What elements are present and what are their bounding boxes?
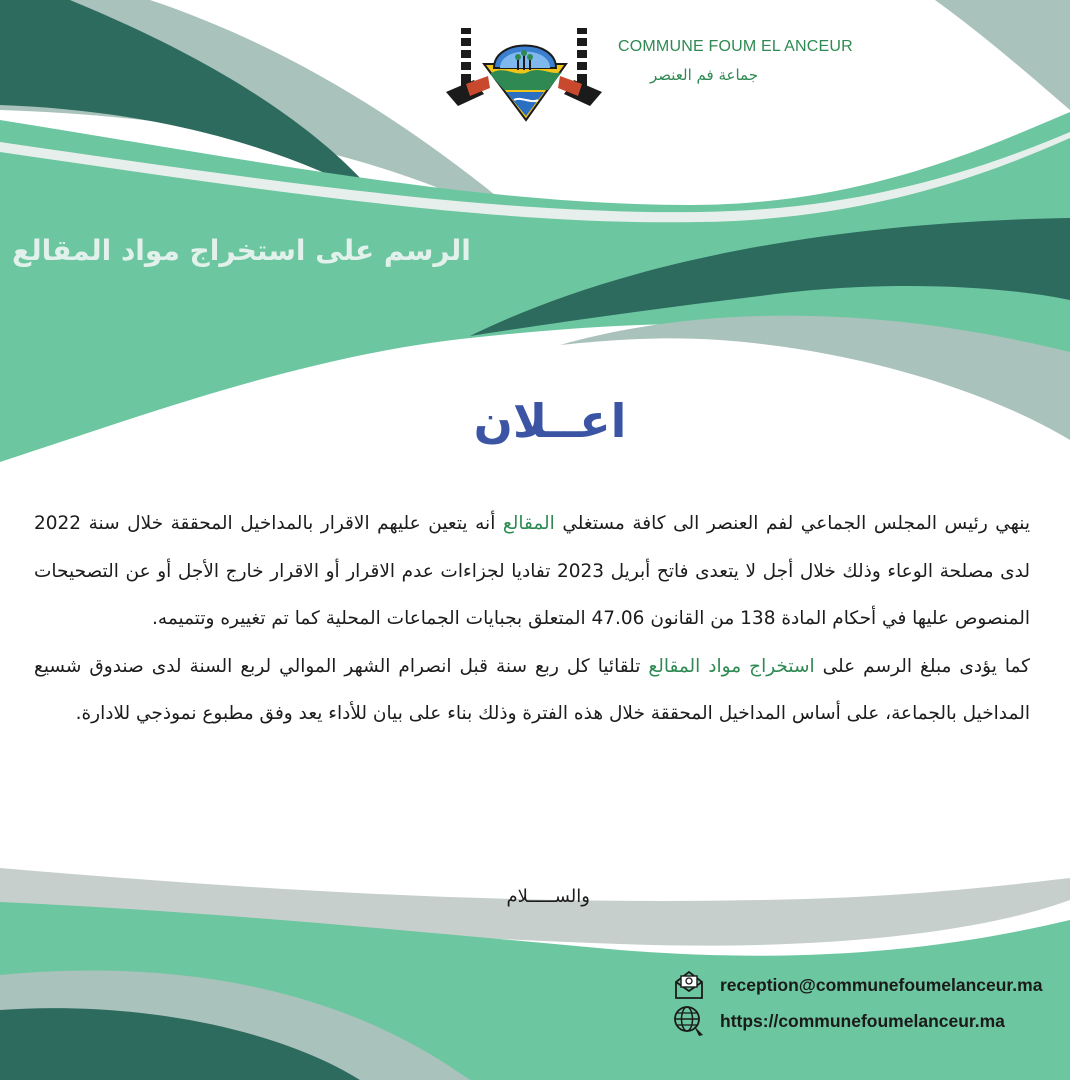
p2-highlight: استخراج مواد المقالع bbox=[648, 655, 815, 677]
p1-text-start: ينهي رئيس المجلس الجماعي لفم العنصر الى كافة مستغلي bbox=[554, 513, 1030, 534]
commune-name-fr: COMMUNE FOUM EL ANCEUR bbox=[618, 38, 853, 55]
commune-emblem-logo bbox=[444, 24, 612, 124]
banner-title: الرسم على استخراج مواد المقالع bbox=[12, 234, 471, 267]
p2-text-end: تلقائيا كل ربع سنة قبل انصرام الشهر الموالي لربع السنة لدى صندوق شسيع المداخيل بالجماعة، على أساس المداخيل المحققة خلال هذه الفترة وذلك بناء على بيان للأداء يعد وفق مطبوع نموذجي للادارة. bbox=[34, 655, 1030, 724]
p1-highlight: المقالع bbox=[502, 513, 555, 534]
announcement-body bbox=[34, 500, 1030, 738]
globe-icon bbox=[672, 1004, 706, 1038]
closing-salutation: والســـــلام bbox=[506, 886, 590, 907]
p1-text-end: أنه يتعين عليهم الاقرار بالمداخيل المحققة خلال سنة 2022 لدى مصلحة الوعاء وذلك خلال أجل لا يتعدى فاتح أبريل 2023 تفاديا لجزاءات عدم الاقرار أو الاقرار خارج الأجل أو عن التصحيحات المنصوص عليها في أحكام المادة 138 من القانون 47.06 المتعلق بجبايات الجماعات المحلية كما تم تغييره وتتميمه. bbox=[34, 513, 1030, 629]
announcement-heading: اعــلان bbox=[473, 394, 627, 448]
p2-text-start: كما يؤدى مبلغ الرسم على bbox=[814, 655, 1030, 677]
commune-name-ar: جماعة فم العنصر bbox=[650, 66, 758, 84]
contact-email-row[interactable] bbox=[672, 968, 1042, 1002]
paragraph-declaration bbox=[34, 500, 1030, 643]
paragraph-payment bbox=[34, 643, 1030, 738]
contact-website-row[interactable] bbox=[672, 1004, 1005, 1038]
envelope-icon bbox=[672, 968, 706, 1002]
contact-website[interactable]: https://communefoumelanceur.ma bbox=[720, 1010, 1005, 1031]
contact-email[interactable]: reception@communefoumelanceur.ma bbox=[720, 974, 1043, 995]
